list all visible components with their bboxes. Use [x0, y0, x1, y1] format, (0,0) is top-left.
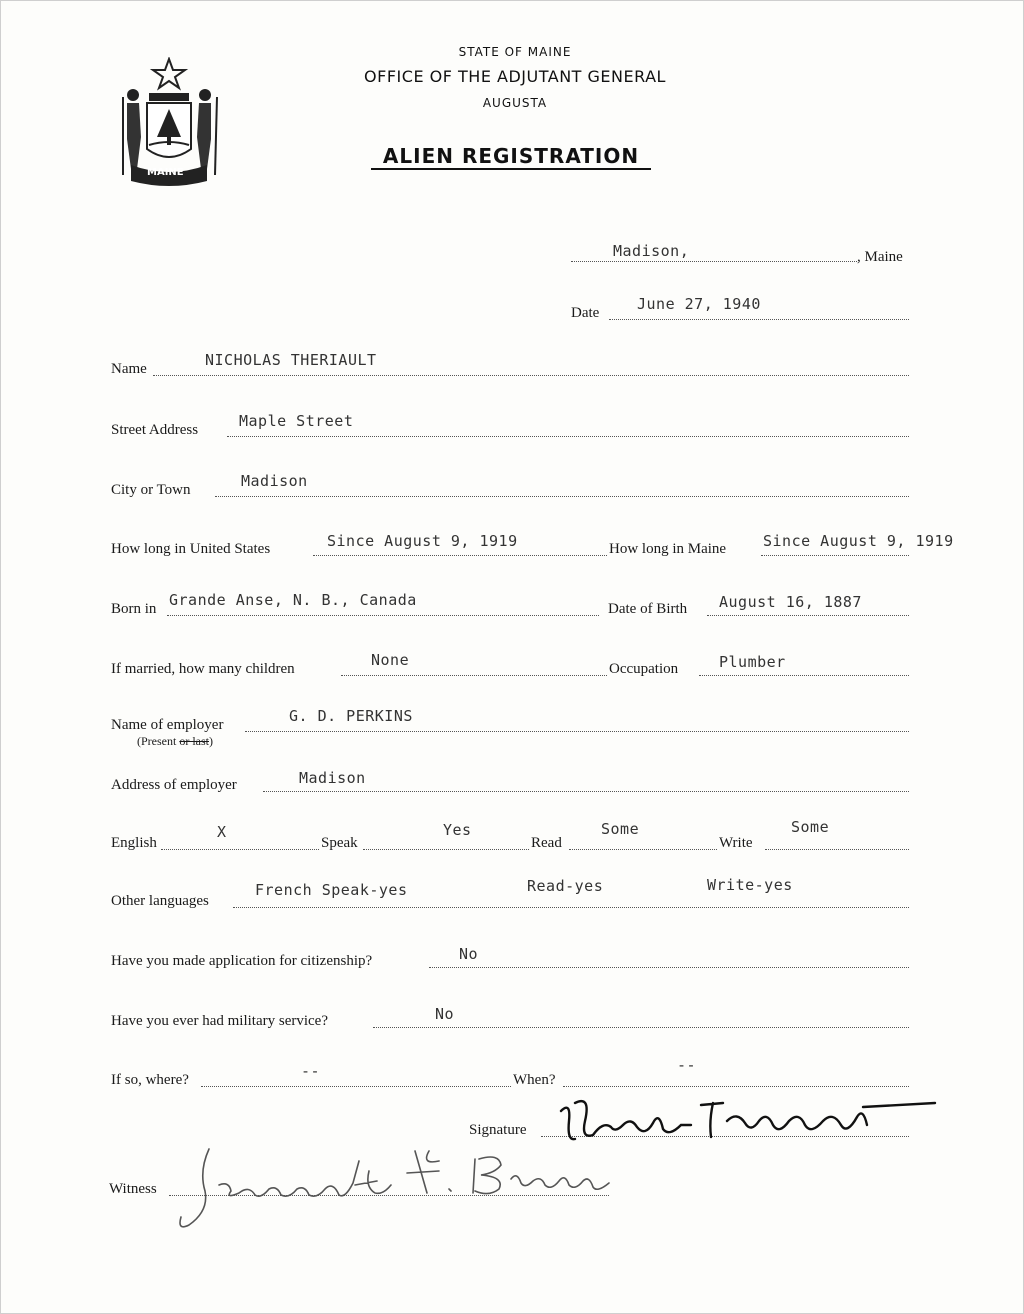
place-value: Madison, [613, 242, 690, 260]
other-languages-value-3: Write-yes [707, 876, 793, 894]
city-label: City or Town [111, 482, 191, 498]
speak-label: Speak [321, 835, 358, 851]
header-office: OFFICE OF THE ADJUTANT GENERAL [364, 67, 666, 86]
employer-sublabel [137, 734, 213, 749]
other-languages-label: Other languages [111, 893, 209, 909]
military-line [373, 1027, 909, 1028]
english-value: X [217, 823, 227, 841]
witness-handwriting [169, 1141, 629, 1231]
employer-sublabel-present: (Present [137, 734, 177, 748]
place-line [571, 261, 857, 262]
employer-address-label: Address of employer [111, 777, 237, 793]
signature-label: Signature [469, 1122, 527, 1138]
employer-address-value: Madison [299, 769, 366, 787]
dob-line [707, 615, 909, 616]
children-value: None [371, 651, 410, 669]
seal-scroll-text: MAINE [147, 167, 184, 178]
how-long-maine-line [761, 555, 909, 556]
employer-sublabel-end: ) [209, 734, 213, 748]
when-line [563, 1086, 909, 1087]
street-label: Street Address [111, 422, 199, 438]
citizenship-line [429, 967, 909, 968]
employer-value: G. D. PERKINS [289, 707, 413, 725]
dob-label: Date of Birth [608, 601, 688, 617]
witness-label: Witness [109, 1181, 157, 1197]
employer-label: Name of employer [111, 717, 224, 733]
when-label: When? [513, 1072, 556, 1088]
city-value: Madison [241, 472, 308, 490]
occupation-value: Plumber [719, 653, 786, 671]
read-value: Some [601, 820, 640, 838]
speak-value: Yes [443, 821, 472, 839]
name-line [153, 375, 909, 376]
street-value: Maple Street [239, 412, 354, 430]
write-label: Write [719, 835, 753, 851]
write-line [765, 849, 909, 850]
children-label: If married, how many children [111, 661, 295, 677]
other-languages-value-2: Read-yes [527, 877, 604, 895]
how-long-maine-value: Since August 9, 1919 [763, 532, 954, 550]
read-label: Read [531, 835, 562, 851]
header-city: AUGUSTA [482, 96, 548, 110]
how-long-us-label: How long in United States [111, 541, 271, 557]
dob-value: August 16, 1887 [719, 593, 862, 611]
employer-sublabel-struck: or last [179, 734, 209, 748]
military-label: Have you ever had military service? [111, 1013, 328, 1029]
how-long-maine-label: How long in Maine [609, 541, 727, 557]
born-in-value: Grande Anse, N. B., Canada [169, 591, 417, 609]
other-languages-value-1: French Speak-yes [255, 881, 408, 899]
read-line [569, 849, 717, 850]
date-value: June 27, 1940 [637, 295, 761, 313]
occupation-label: Occupation [609, 661, 679, 677]
citizenship-value: No [459, 945, 479, 963]
street-line [227, 436, 909, 437]
when-value: -- [677, 1056, 697, 1074]
name-value: NICHOLAS THERIAULT [205, 351, 377, 369]
born-in-label: Born in [111, 601, 157, 617]
write-value: Some [791, 818, 830, 836]
employer-line [245, 731, 909, 732]
born-in-line [167, 615, 599, 616]
children-line [341, 675, 607, 676]
header-state: STATE OF MAINE [458, 45, 572, 59]
military-value: No [435, 1005, 455, 1023]
date-line [609, 319, 909, 320]
how-long-us-line [313, 555, 607, 556]
speak-line [363, 849, 529, 850]
place-suffix: , Maine [857, 249, 903, 265]
title-underline [371, 168, 651, 170]
english-label: English [111, 835, 157, 851]
date-label: Date [571, 305, 600, 321]
where-value: -- [301, 1062, 321, 1080]
city-line [215, 496, 909, 497]
form-title: ALIEN REGISTRATION [382, 144, 640, 168]
where-line [201, 1086, 511, 1087]
name-label: Name [111, 361, 147, 377]
how-long-us-value: Since August 9, 1919 [327, 532, 518, 550]
citizenship-label: Have you made application for citizenship? [111, 953, 373, 969]
english-line [161, 849, 319, 850]
employer-address-line [263, 791, 909, 792]
other-languages-line [233, 907, 909, 908]
occupation-line [699, 675, 909, 676]
where-label: If so, where? [111, 1072, 189, 1088]
